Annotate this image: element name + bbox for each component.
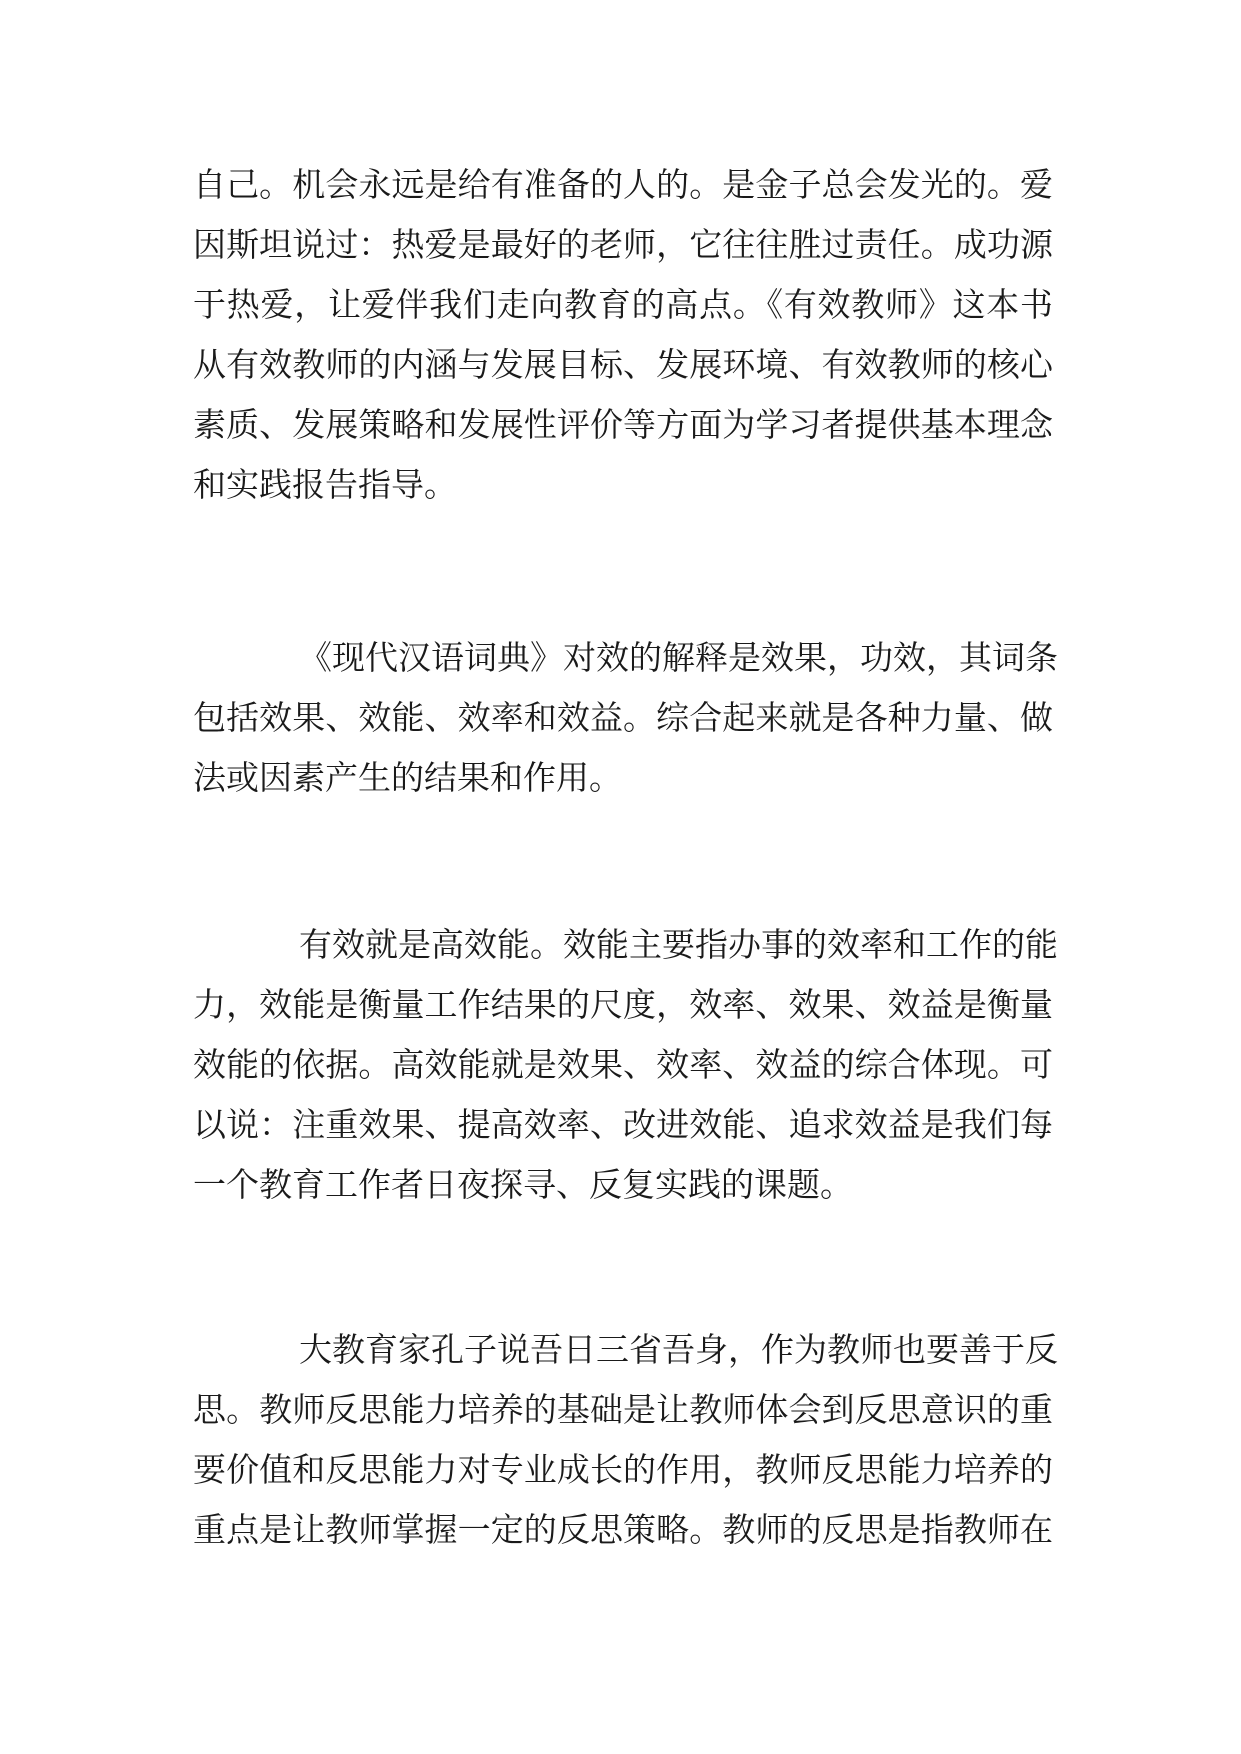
text-line: 《现代汉语词典》对效的解释是效果，功效，其词条 [299,638,1058,677]
text-line: 以说：注重效果、提高效率、改进效能、追求效益是我们每 [193,1105,1053,1144]
text-line: 有效就是高效能。效能主要指办事的效率和工作的能 [299,925,1058,964]
text-line: 因斯坦说过：热爱是最好的老师，它往往胜过责任。成功源 [193,225,1053,264]
paragraph-3 [193,915,1058,1215]
text-line: 效能的依据。高效能就是效果、效率、效益的综合体现。可 [193,1045,1053,1084]
text-line: 重点是让教师掌握一定的反思策略。教师的反思是指教师在 [193,1510,1053,1549]
paragraph-1 [193,155,1053,515]
paragraph-4 [193,1320,1058,1560]
text-line: 法或因素产生的结果和作用。 [193,758,622,797]
text-line: 自己。机会永远是给有准备的人的。是金子总会发光的。爱 [193,165,1053,204]
text-line: 一个教育工作者日夜探寻、反复实践的课题。 [193,1165,853,1204]
text-line: 包括效果、效能、效率和效益。综合起来就是各种力量、做 [193,698,1053,737]
text-line: 于热爱，让爱伴我们走向教育的高点。《有效教师》这本书 [193,285,1053,324]
text-line: 要价值和反思能力对专业成长的作用，教师反思能力培养的 [193,1450,1053,1489]
text-line: 素质、发展策略和发展性评价等方面为学习者提供基本理念 [193,405,1053,444]
text-line: 思。教师反思能力培养的基础是让教师体会到反思意识的重 [193,1390,1053,1429]
text-line: 力，效能是衡量工作结果的尺度，效率、效果、效益是衡量 [193,985,1053,1024]
paragraph-2 [193,628,1058,808]
text-line: 大教育家孔子说吾日三省吾身，作为教师也要善于反 [299,1330,1058,1369]
text-line: 和实践报告指导。 [193,465,457,504]
text-line: 从有效教师的内涵与发展目标、发展环境、有效教师的核心 [193,345,1053,384]
